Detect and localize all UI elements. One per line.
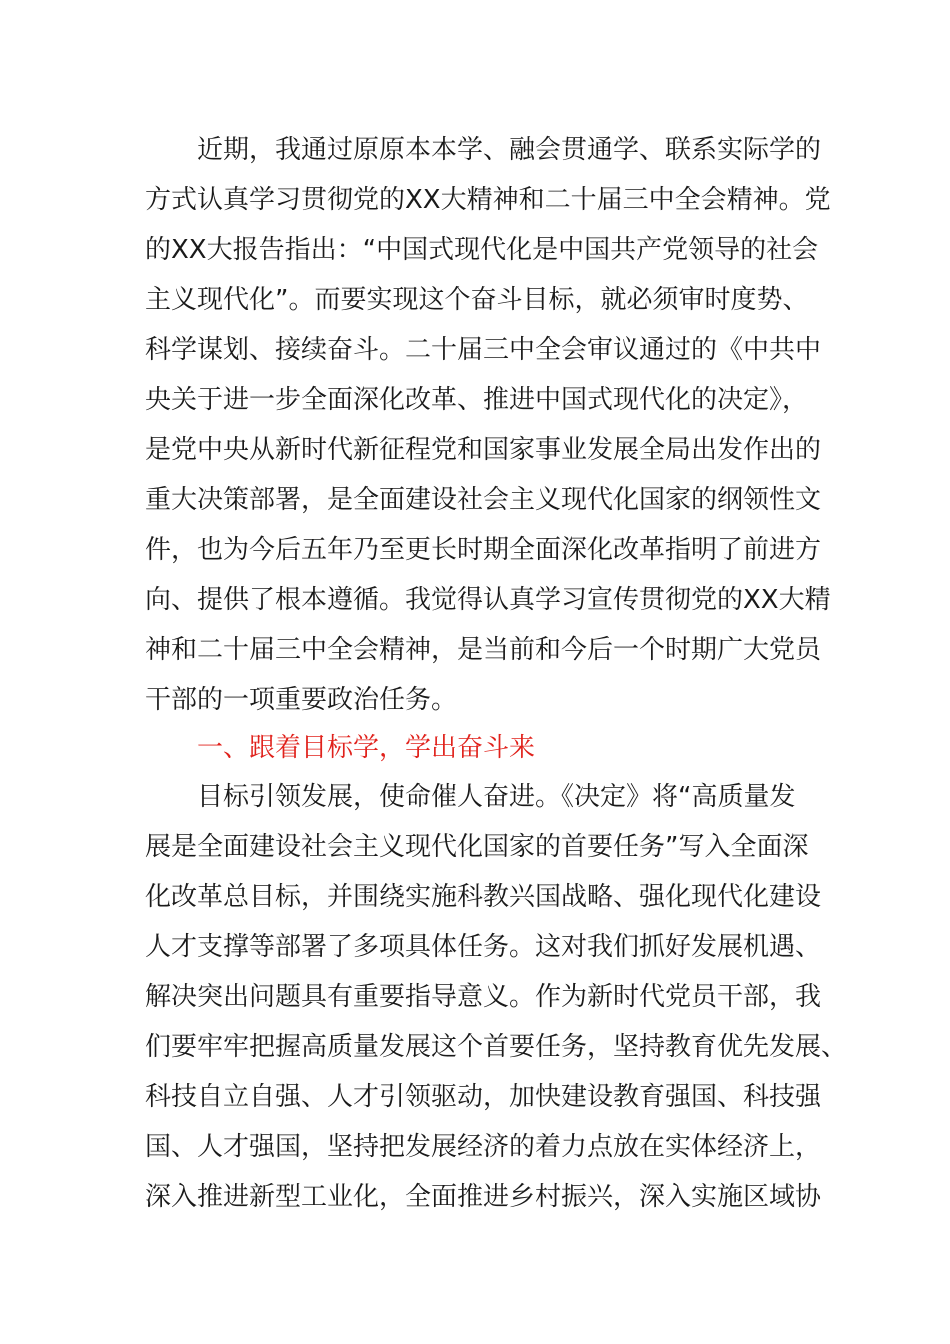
paragraph-2-line-3: 化改革总目标，并围绕实施科教兴国战略、强化现代化建设 <box>145 882 822 912</box>
paragraph-2-line-6: 们要牢牢把握高质量发展这个首要任务，坚持教育优先发展、 <box>145 1032 848 1062</box>
paragraph-1-line-4: 主义现代化”。而要实现这个奋斗目标，就必须审时度势、 <box>145 285 809 315</box>
paragraph-2-line-1: 目标引领发展，使命催人奋进。《决定》将“高质量发 <box>197 782 796 812</box>
paragraph-1-line-9: 件，也为今后五年乃至更长时期全面深化改革指明了前进方 <box>145 535 822 565</box>
paragraph-2-line-2: 展是全面建设社会主义现代化国家的首要任务”写入全面深 <box>145 832 809 862</box>
section-heading: 一、跟着目标学，学出奋斗来 <box>197 733 536 763</box>
paragraph-2-line-8: 国、人才强国，坚持把发展经济的着力点放在实体经济上， <box>145 1132 822 1162</box>
paragraph-2-line-4: 人才支撑等部署了多项具体任务。这对我们抓好发展机遇、 <box>145 932 822 962</box>
paragraph-1-line-12: 干部的一项重要政治任务。 <box>145 685 458 715</box>
paragraph-2-line-9: 深入推进新型工业化，全面推进乡村振兴，深入实施区域协 <box>145 1182 822 1212</box>
paragraph-2-line-7: 科技自立自强、人才引领驱动，加快建设教育强国、科技强 <box>145 1082 822 1112</box>
paragraph-1-line-1: 近期，我通过原原本本学、融会贯通学、联系实际学的 <box>197 135 822 165</box>
paragraph-1-line-5: 科学谋划、接续奋斗。二十届三中全会审议通过的《中共中 <box>145 335 822 365</box>
paragraph-1-line-8: 重大决策部署，是全面建设社会主义现代化国家的纲领性文 <box>145 485 822 515</box>
paragraph-1-line-11: 神和二十届三中全会精神，是当前和今后一个时期广大党员 <box>145 635 822 665</box>
paragraph-1-line-3: 的XX大报告指出：“中国式现代化是中国共产党领导的社会 <box>145 235 819 265</box>
paragraph-1-line-6: 央关于进一步全面深化改革、推进中国式现代化的决定》， <box>145 385 809 415</box>
paragraph-1-line-10: 向、提供了根本遵循。我觉得认真学习宣传贯彻党的XX大精 <box>145 585 831 615</box>
paragraph-1-line-2: 方式认真学习贯彻党的XX大精神和二十届三中全会精神。党 <box>145 185 831 215</box>
paragraph-2-line-5: 解决突出问题具有重要指导意义。作为新时代党员干部，我 <box>145 982 822 1012</box>
paragraph-1-line-7: 是党中央从新时代新征程党和国家事业发展全局出发作出的 <box>145 435 822 465</box>
